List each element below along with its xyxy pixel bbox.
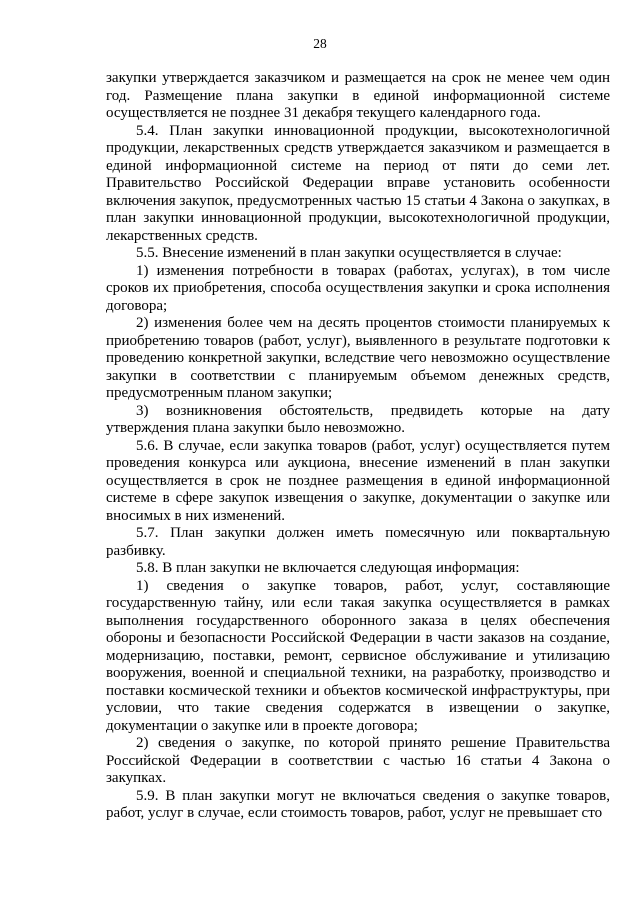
- paragraph-5-5: 5.5. Внесение изменений в план закупки осуществляется в случае:: [136, 245, 562, 261]
- body-text: [106, 70, 610, 823]
- page-number: 28: [313, 36, 327, 51]
- paragraph-continuation: закупки утверждается заказчиком и размещается на срок не менее чем один год. Размещение плана закупки в единой информационной системе осуществляется не позднее 31 декабря текущего календарного года.: [106, 70, 610, 121]
- paragraph-5-7: 5.7. План закупки должен иметь помесячную или поквартальную разбивку.: [106, 525, 610, 559]
- paragraph-5-5-item-3: 3) возникновения обстоятельств, предвидеть которые на дату утверждения плана закупки было невозможно.: [106, 402, 610, 436]
- paragraph-5-9: 5.9. В план закупки могут не включаться сведения о закупке товаров, работ, услуг в случае, если стоимость товаров, работ, услуг не превышает сто: [106, 787, 610, 821]
- paragraph-5-6: 5.6. В случае, если закупка товаров (работ, услуг) осуществляется путем проведения конкурса или аукциона, внесение изменений в план закупки осуществляется в срок не позднее размещения в единой информационной системе в сфере закупок извещения о закупке, документации о закупке или вносимых в них изменений.: [106, 437, 610, 524]
- paragraph-5-8-item-1: 1) сведения о закупке товаров, работ, услуг, составляющие государственную тайну, или если такая закупка осуществляется в рамках выполнения государственного оборонного заказа в целях обеспечения обороны и безопасности Российской Федерации в части заказов на создание, модернизацию, поставки, ремонт, сервисное обслуживание и утилизацию вооружения, военной и специальной техники, на разработку, производство и поставки космической техники и объектов космической инфраструктуры, при условии, что такие сведения содержатся в извещении о закупке, документации о закупке или в проекте договора;: [106, 577, 610, 734]
- paragraph-5-8: 5.8. В план закупки не включается следующая информация:: [136, 560, 520, 576]
- paragraph-5-4: 5.4. План закупки инновационной продукции, высокотехнологичной продукции, лекарственных средств утверждается заказчиком и размещается в единой информационной системе на период от пяти до семи лет. Правительство Российской Федерации вправе установить особенности включения закупок, предусмотренных частью 15 статьи 4 Закона о закупках, в план закупки инновационной продукции, высокотехнологичной продукции, лекарственных средств.: [106, 122, 610, 244]
- paragraph-5-5-item-2: 2) изменения более чем на десять процентов стоимости планируемых к приобретению товаров (работ, услуг), выявленного в результате подготовки к проведению конкретной закупки, вследствие чего невозможно осуществление закупки в соответствии с планируемым объемом денежных средств, предусмотренным планом закупки;: [106, 315, 610, 401]
- paragraph-5-8-item-2: 2) сведения о закупке, по которой принято решение Правительства Российской Федерации в соответствии с частью 16 статьи 4 Закона о закупках.: [106, 735, 610, 786]
- paragraph-5-5-item-1: 1) изменения потребности в товарах (работах, услугах), в том числе сроков их приобретения, способа осуществления закупки и срока исполнения договора;: [106, 262, 610, 314]
